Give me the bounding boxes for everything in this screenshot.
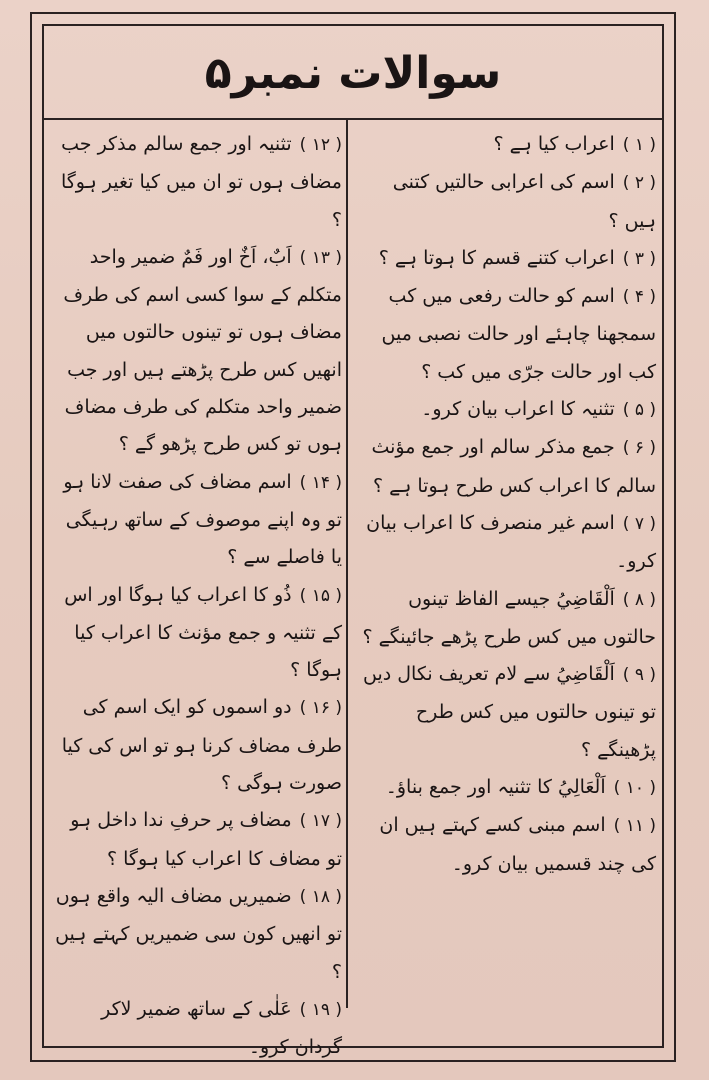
question-number: ( ۱۴ ): [299, 472, 342, 493]
question-item: [356, 240, 656, 278]
question-text: ذُو کا اعراب کیا ہوگا اور اس کے تثنیہ و جمع مؤنث کا اعراب کیا ہوگا ؟: [64, 583, 342, 682]
question-item: [356, 505, 656, 581]
question-text: اَبٌ، اَخٌ اور فَمٌ ضمیر واحد متکلم کے سوا کسی اسم کی طرف مضاف ہوں تو تینوں حالتوں میں انھیں کس طرح پڑھتے ہیں اور جب ضمیر واحد متکلم کی طرف مضاف ہوں تو کس طرح پڑھو گے ؟: [63, 245, 342, 456]
right-column: [356, 126, 656, 883]
question-text: اَلْعَالِيُ کا تثنیہ اور جمع بناؤ۔: [385, 776, 606, 799]
question-text: تثنیہ اور جمع سالم مذکر جب مضاف ہوں تو ان میں کیا تغیر ہوگا ؟: [60, 133, 342, 231]
question-number: ( ۱۲ ): [299, 135, 342, 155]
question-item: [356, 391, 656, 429]
question-item: [50, 802, 342, 878]
question-item: [50, 239, 342, 464]
question-text: اسم مبنی کسے کہتے ہیں ان کی چند قسمیں بیان کرو۔: [379, 814, 656, 875]
question-item: [356, 769, 656, 807]
page-title: سوالات نمبر۵: [204, 47, 502, 99]
question-number: ( ۵ ): [622, 400, 656, 421]
question-number: ( ۷ ): [622, 513, 656, 534]
question-number: ( ۱ ): [622, 135, 656, 155]
left-column: [50, 126, 342, 1066]
question-number: ( ۴ ): [622, 287, 656, 308]
question-text: اسم کو حالت رفعی میں کب سمجھنا چاہئے اور حالت نصبی میں کب اور حالت جرّی میں کب ؟: [381, 285, 656, 383]
question-item: [356, 581, 656, 657]
question-item: [356, 429, 656, 505]
question-number: ( ۱۳ ): [299, 247, 342, 268]
question-text: ضمیریں مضاف الیہ واقع ہوں تو انھیں کون سی ضمیریں کہتے ہیں ؟: [55, 884, 342, 983]
question-text: جمع مذکر سالم اور جمع مؤنث سالم کا اعراب کس طرح ہوتا ہے ؟: [371, 436, 656, 497]
question-number: ( ۱۷ ): [299, 811, 342, 832]
question-item: [50, 464, 342, 577]
question-text: اعراب کتنے قسم کا ہوتا ہے ؟: [378, 246, 615, 269]
question-text: اَلْقَاضِيُ جیسے الفاظ تینوں حالتوں میں کس طرح پڑھے جائینگے ؟: [362, 587, 656, 648]
question-text: اسم کی اعرابی حالتیں کتنی ہیں ؟: [392, 171, 656, 232]
question-item: [356, 807, 656, 883]
question-text: دو اسموں کو ایک اسم کی طرف مضاف کرنا ہو تو اس کی کیا صورت ہوگی ؟: [61, 696, 342, 795]
question-number: ( ۳ ): [622, 248, 656, 269]
question-number: ( ۱۹ ): [299, 999, 342, 1020]
question-number: ( ۱۰ ): [613, 778, 656, 799]
column-divider: [346, 120, 348, 1008]
question-number: ( ۲ ): [622, 173, 656, 194]
question-item: [50, 991, 342, 1067]
question-item: [356, 278, 656, 391]
question-item: [356, 164, 656, 240]
question-item: [356, 126, 656, 164]
question-number: ( ۱۶ ): [299, 698, 342, 719]
question-item: [50, 689, 342, 802]
question-item: [50, 878, 342, 991]
question-number: ( ۱۱ ): [613, 816, 656, 837]
question-text: عَلٰی کے ساتھ ضمیر لاکر گردان کرو۔: [101, 997, 342, 1059]
question-number: ( ۶ ): [622, 438, 656, 459]
question-text: اَلْقَاضِيُ سے لام تعریف نکال دیں تو تینوں حالتوں میں کس طرح پڑھینگے ؟: [362, 663, 656, 761]
question-text: اسم غیر منصرف کا اعراب بیان کرو۔: [366, 511, 656, 573]
question-number: ( ۸ ): [622, 589, 656, 610]
question-text: مضاف پر حرفِ ندا داخل ہو تو مضاف کا اعراب کیا ہوگا ؟: [70, 809, 342, 870]
question-item: [356, 656, 656, 769]
question-text: اسم مضاف کی صفت لانا ہو تو وہ اپنے موصوف کے ساتھ رہیگی یا فاصلے سے ؟: [63, 470, 342, 569]
question-item: [50, 126, 342, 239]
question-text: اعراب کیا ہے ؟: [493, 133, 615, 155]
question-number: ( ۹ ): [622, 665, 656, 686]
question-number: ( ۱۸ ): [299, 886, 342, 907]
question-item: [50, 577, 342, 690]
title-divider: [42, 118, 664, 120]
question-text: تثنیہ کا اعراب بیان کرو۔: [421, 398, 615, 421]
question-number: ( ۱۵ ): [299, 585, 342, 606]
